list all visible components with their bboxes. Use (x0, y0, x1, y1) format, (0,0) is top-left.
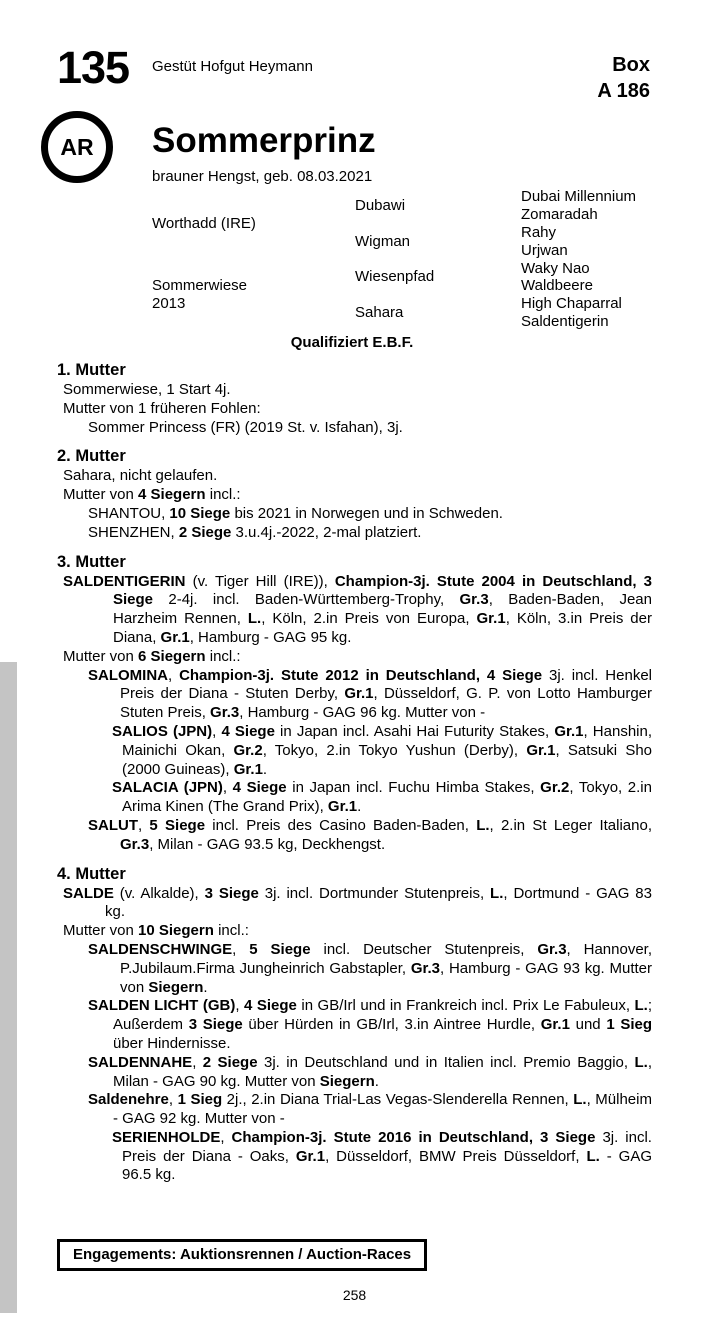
pedigree-gen3-name: High Chaparral (521, 295, 622, 313)
catalog-number: 135 (57, 42, 130, 93)
pedigree-paragraph: Sahara, nicht gelaufen. (63, 467, 218, 485)
pedigree-paragraph: SALDENSCHWINGE, 5 Siege incl. Deutscher Stutenpreis, Gr.3, Hannover, P.Jubilaum.Firma Jungheinrich Gabstapler, Gr.3, Hamburg - GAG 93 kg. Mutter von Siegern. (88, 940, 652, 996)
pedigree-gen2-name: Sahara (355, 304, 404, 322)
pedigree-paragraph: SALACIA (JPN), 4 Siege in Japan incl. Fuchu Himba Stakes, Gr.2, Tokyo, 2.in Arima Kinen (The Grand Prix), Gr.1. (112, 779, 652, 816)
pedigree-paragraph: SHANTOU, 10 Siege bis 2021 in Norwegen und in Schweden. (88, 504, 503, 522)
pedigree-gen3-column (521, 188, 657, 331)
pedigree-paragraph: SALDE (v. Alkalde), 3 Siege 3j. incl. Dortmunder Stutenpreis, L., Dortmund - GAG 83 kg. (63, 884, 652, 921)
pedigree-gen3-name: Zomaradah (521, 205, 598, 223)
pedigree-paragraph: SALOMINA, Champion-3j. Stute 2012 in Deutschland, 4 Siege 3j. incl. Henkel Preis der Diana - Stuten Derby, Gr.1, Düsseldorf, G. P. von Lotto Hamburger Stuten Preis, Gr.3, Hamburg - GAG 96 kg. Mutter von - (88, 666, 653, 722)
pedigree-paragraph: SALUT, 5 Siege incl. Preis des Casino Baden-Baden, L., 2.in St Leger Italiano, Gr.3, Milan - GAG 93.5 kg, Deckhengst. (88, 816, 652, 853)
page-number: 258 (342, 1287, 367, 1303)
pedigree-paragraph: Sommer Princess (FR) (2019 St. v. Isfahan), 3j. (88, 418, 403, 436)
pedigree-sire-name: Worthadd (IRE) (152, 214, 256, 232)
pedigree-gen3-name: Saldentigerin (521, 313, 609, 331)
pedigree-gen3-name: Waldbeere (521, 277, 593, 295)
scan-edge-strip (0, 662, 17, 1313)
pedigree-paragraph: Mutter von 1 früheren Fohlen: (63, 399, 261, 417)
pedigree-paragraph: Saldenehre, 1 Sieg 2j., 2.in Diana Trial-Las Vegas-Slenderella Rennen, L., Mülheim - GAG 92 kg. Mutter von - (88, 1091, 652, 1128)
pedigree-gen3-name: Waky Nao (521, 259, 590, 277)
pedigree-gen2-column (355, 188, 521, 331)
pedigree-gen2-name: Dubawi (355, 196, 406, 214)
pedigree-paragraph: SALIOS (JPN), 4 Siege in Japan incl. Asahi Hai Futurity Stakes, Gr.1, Hanshin, Mainichi Okan, Gr.2, Tokyo, 2.in Tokyo Yushun (Derby), Gr.1, Satsuki Sho (2000 Guineas), Gr.1. (112, 722, 653, 778)
pedigree-table (152, 188, 657, 331)
mutter-heading: 1. Mutter (57, 361, 126, 379)
pedigree-paragraph: Sommerwiese, 1 Start 4j. (63, 381, 231, 398)
box-number: A 186 (597, 80, 650, 102)
pedigree-paragraph: SALDENNAHE, 2 Siege 3j. in Deutschland und in Italien incl. Premio Baggio, L., Milan - GAG 90 kg. Mutter von Siegern. (88, 1053, 653, 1090)
mutter-heading: 2. Mutter (57, 447, 126, 466)
pedigree-paragraph: SALDENTIGERIN (v. Tiger Hill (IRE)), Champion-3j. Stute 2004 in Deutschland, 3 Siege 2-4j. incl. Baden-Württemberg-Trophy, Gr.3, Baden-Baden, Jean Harzheim Rennen, L., Köln, 2.in Preis von Europa, Gr.1, Köln, 3.in Preis der Diana, Gr.1, Hamburg - GAG 95 kg. (63, 572, 652, 646)
pedigree-gen2-name: Wiesenpfad (355, 268, 435, 286)
qualification-note: Qualifiziert E.B.F. (290, 334, 414, 351)
pedigree-paragraph: Mutter von 10 Siegern incl.: (63, 922, 249, 940)
pedigree-gen2-name: Wigman (355, 232, 411, 250)
pedigree-gen3-name: Rahy (521, 223, 557, 241)
pedigree-gen3-name: Dubai Millennium (521, 188, 637, 205)
pedigree-sections (57, 354, 652, 1185)
pedigree-gen1-column (152, 188, 355, 331)
consignor-name: Gestüt Hofgut Heymann (152, 58, 313, 75)
brand-letters: AR (60, 133, 94, 160)
horse-name: Sommerprinz (152, 121, 376, 160)
pedigree-dam-year: 2013 (152, 295, 186, 313)
brand-logo-ar (41, 111, 113, 183)
engagements-box: Engagements: Auktionsrennen / Auction-Races (57, 1239, 427, 1271)
pedigree-sire (152, 188, 355, 260)
pedigree-paragraph: Mutter von 6 Siegern incl.: (63, 647, 241, 665)
box-label: Box (612, 54, 650, 76)
mutter-heading: 3. Mutter (57, 552, 126, 571)
pedigree-dam (152, 260, 355, 332)
box-assignment (597, 52, 650, 104)
pedigree-paragraph: SERIENHOLDE, Champion-3j. Stute 2016 in Deutschland, 3 Siege 3j. incl. Preis der Diana - Oaks, Gr.1, Düsseldorf, BMW Preis Düsseldorf, L. - GAG 96.5 kg. (112, 1128, 652, 1184)
mutter-heading: 4. Mutter (57, 864, 126, 883)
horse-description: brauner Hengst, geb. 08.03.2021 (152, 168, 373, 185)
pedigree-paragraph: SHENZHEN, 2 Siege 3.u.4j.-2022, 2-mal platziert. (88, 523, 422, 541)
pedigree-paragraph: Mutter von 4 Siegern incl.: (63, 486, 241, 504)
pedigree-paragraph: SALDEN LICHT (GB), 4 Siege in GB/Irl und in Frankreich incl. Prix Le Fabuleux, L.; Außerdem 3 Siege über Hürden in GB/Irl, 3.in Aintree Hurdle, Gr.1 und 1 Sieg über Hindernisse. (88, 997, 653, 1052)
pedigree-gen3-name: Urjwan (521, 241, 568, 259)
pedigree-dam-name: Sommerwiese (152, 277, 248, 295)
